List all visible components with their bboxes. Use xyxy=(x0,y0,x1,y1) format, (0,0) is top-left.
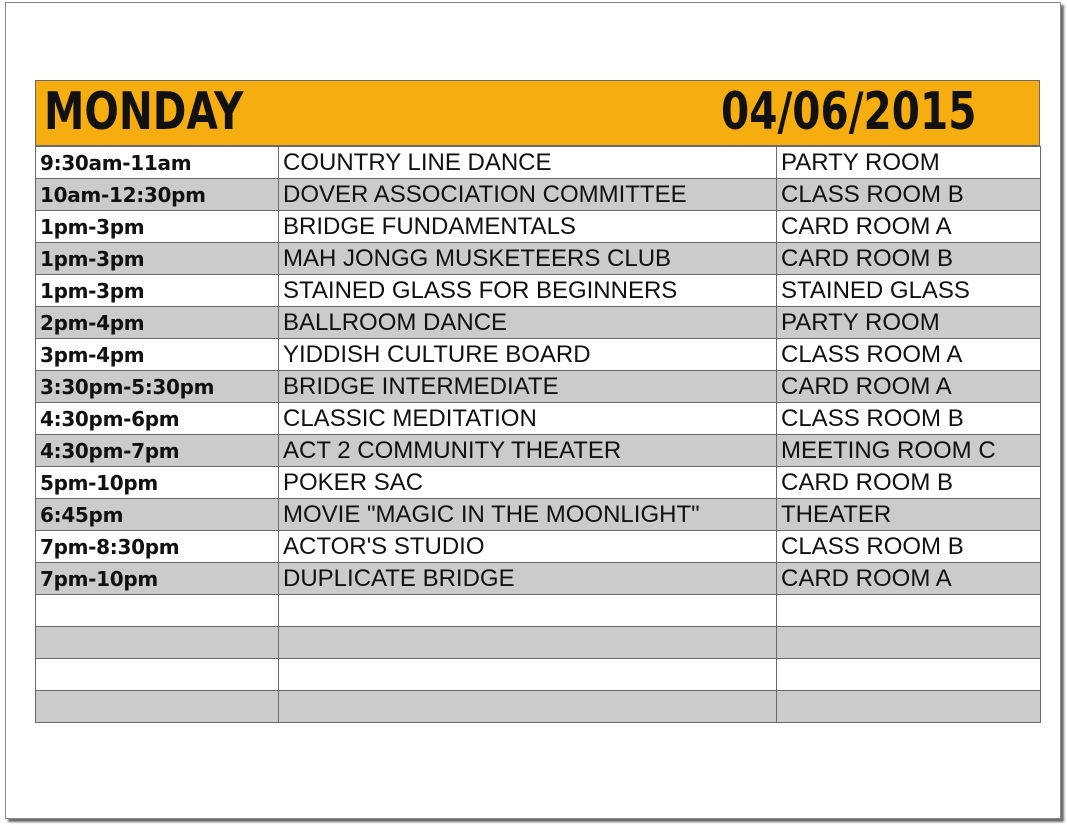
table-row xyxy=(36,659,1041,691)
schedule-page xyxy=(5,2,1061,819)
location-cell xyxy=(777,691,1041,723)
location-cell: CARD ROOM B xyxy=(777,243,1041,275)
event-cell: MOVIE "MAGIC IN THE MOONLIGHT" xyxy=(279,499,777,531)
location-cell: MEETING ROOM C xyxy=(777,435,1041,467)
table-row xyxy=(36,627,1041,659)
table-row xyxy=(36,499,1041,531)
day-title: MONDAY xyxy=(44,82,244,142)
location-cell: CLASS ROOM A xyxy=(777,339,1041,371)
location-cell xyxy=(777,595,1041,627)
event-cell: YIDDISH CULTURE BOARD xyxy=(279,339,777,371)
table-row xyxy=(36,211,1041,243)
table-row xyxy=(36,339,1041,371)
location-cell: PARTY ROOM xyxy=(777,147,1041,179)
time-cell: 3pm-4pm xyxy=(36,339,279,371)
schedule-header xyxy=(35,80,1040,146)
event-cell: POKER SAC xyxy=(279,467,777,499)
time-cell xyxy=(36,691,279,723)
table-row xyxy=(36,531,1041,563)
event-cell: CLASSIC MEDITATION xyxy=(279,403,777,435)
location-cell: PARTY ROOM xyxy=(777,307,1041,339)
event-cell: DUPLICATE BRIDGE xyxy=(279,563,777,595)
time-cell: 3:30pm-5:30pm xyxy=(36,371,279,403)
event-cell xyxy=(279,691,777,723)
event-cell: STAINED GLASS FOR BEGINNERS xyxy=(279,275,777,307)
time-cell: 1pm-3pm xyxy=(36,275,279,307)
event-cell: BALLROOM DANCE xyxy=(279,307,777,339)
event-cell: MAH JONGG MUSKETEERS CLUB xyxy=(279,243,777,275)
time-cell: 1pm-3pm xyxy=(36,211,279,243)
table-row xyxy=(36,179,1041,211)
event-cell xyxy=(279,595,777,627)
location-cell: CLASS ROOM B xyxy=(777,531,1041,563)
event-cell: COUNTRY LINE DANCE xyxy=(279,147,777,179)
time-cell: 7pm-10pm xyxy=(36,563,279,595)
location-cell: CLASS ROOM B xyxy=(777,179,1041,211)
time-cell xyxy=(36,627,279,659)
schedule-sheet xyxy=(35,80,1040,723)
time-cell: 7pm-8:30pm xyxy=(36,531,279,563)
time-cell: 6:45pm xyxy=(36,499,279,531)
location-cell: THEATER xyxy=(777,499,1041,531)
table-row xyxy=(36,595,1041,627)
location-cell: CARD ROOM B xyxy=(777,467,1041,499)
location-cell: CARD ROOM A xyxy=(777,371,1041,403)
location-cell: CARD ROOM A xyxy=(777,563,1041,595)
time-cell xyxy=(36,659,279,691)
time-cell: 2pm-4pm xyxy=(36,307,279,339)
table-row xyxy=(36,371,1041,403)
table-row xyxy=(36,403,1041,435)
table-row xyxy=(36,307,1041,339)
event-cell: BRIDGE FUNDAMENTALS xyxy=(279,211,777,243)
schedule-table xyxy=(35,146,1041,723)
table-row xyxy=(36,691,1041,723)
time-cell: 4:30pm-7pm xyxy=(36,435,279,467)
time-cell xyxy=(36,595,279,627)
table-row xyxy=(36,243,1041,275)
table-row xyxy=(36,563,1041,595)
event-cell xyxy=(279,627,777,659)
time-cell: 1pm-3pm xyxy=(36,243,279,275)
location-cell: STAINED GLASS xyxy=(777,275,1041,307)
time-cell: 10am-12:30pm xyxy=(36,179,279,211)
time-cell: 9:30am-11am xyxy=(36,147,279,179)
event-cell: BRIDGE INTERMEDIATE xyxy=(279,371,777,403)
time-cell: 5pm-10pm xyxy=(36,467,279,499)
table-row xyxy=(36,467,1041,499)
table-row xyxy=(36,275,1041,307)
event-cell: DOVER ASSOCIATION COMMITTEE xyxy=(279,179,777,211)
schedule-rows xyxy=(36,147,1041,723)
location-cell: CLASS ROOM B xyxy=(777,403,1041,435)
date-title: 04/06/2015 xyxy=(720,82,976,142)
time-cell: 4:30pm-6pm xyxy=(36,403,279,435)
event-cell: ACT 2 COMMUNITY THEATER xyxy=(279,435,777,467)
location-cell: CARD ROOM A xyxy=(777,211,1041,243)
table-row xyxy=(36,147,1041,179)
location-cell xyxy=(777,627,1041,659)
location-cell xyxy=(777,659,1041,691)
event-cell xyxy=(279,659,777,691)
table-row xyxy=(36,435,1041,467)
event-cell: ACTOR'S STUDIO xyxy=(279,531,777,563)
